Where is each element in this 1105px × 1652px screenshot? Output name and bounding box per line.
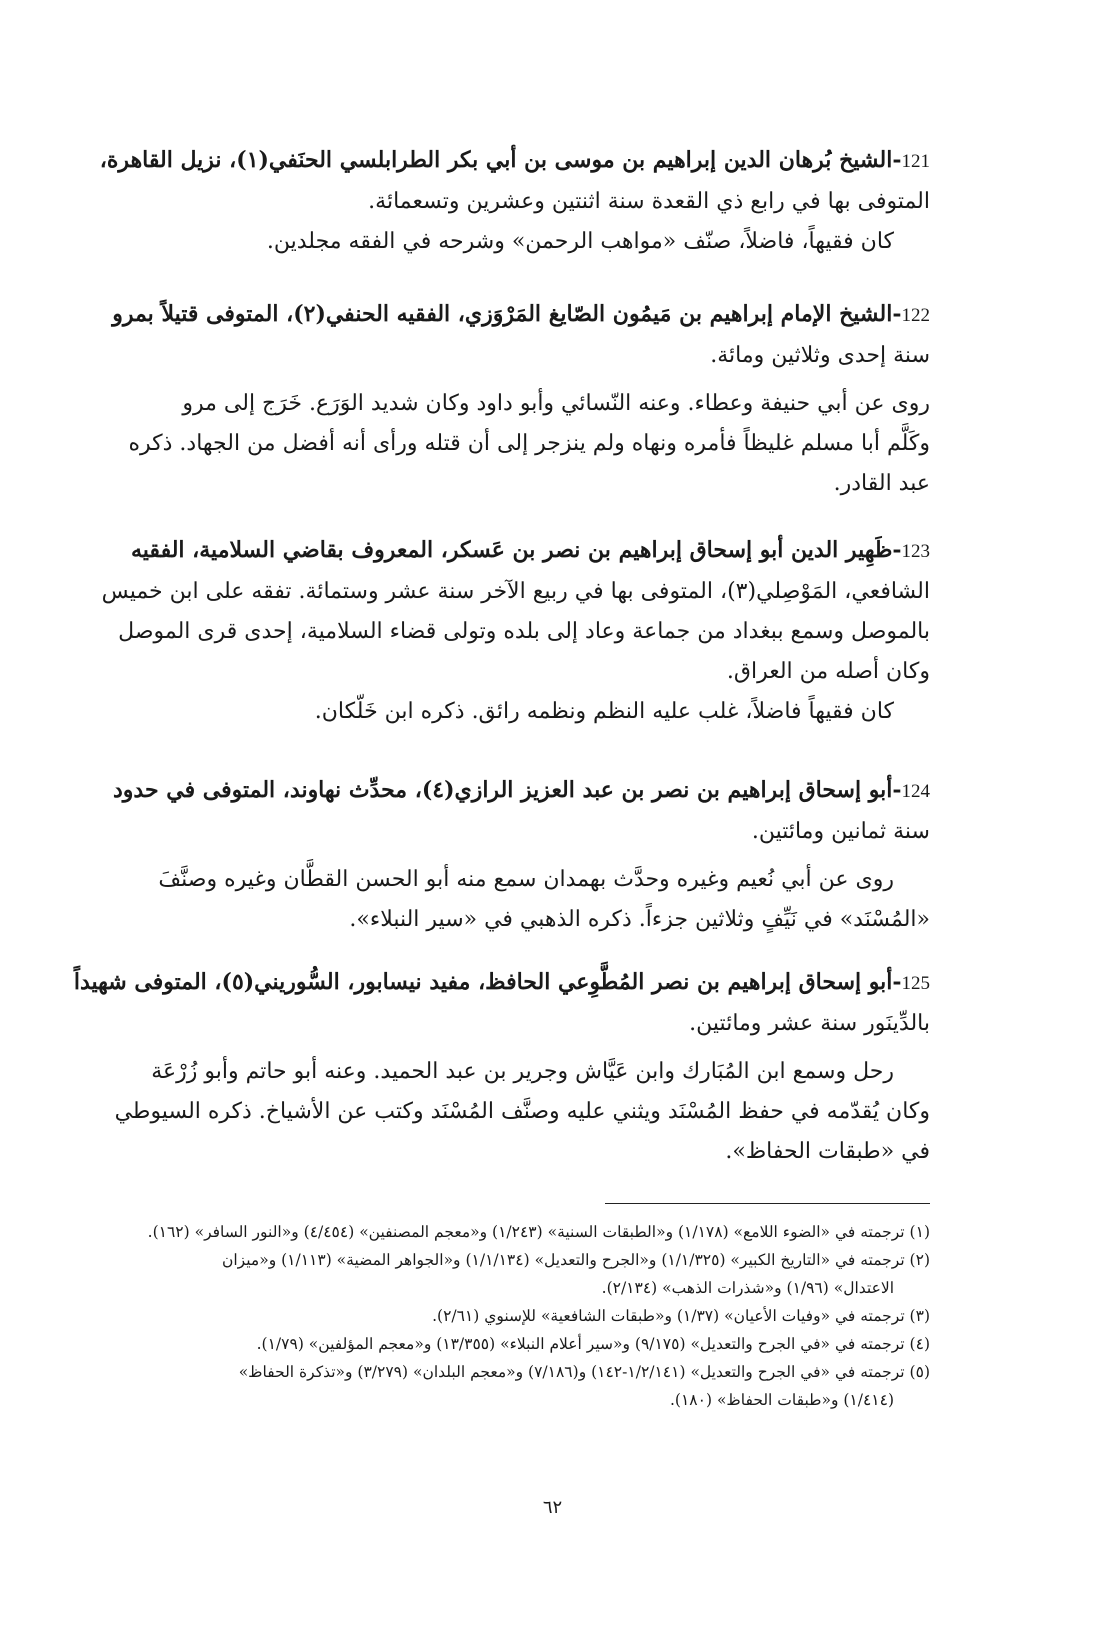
footnote-4: (٤) ترجمته في «في الجرح والتعديل» (٩/١٧٥) و«سير أعلام النبلاء» (١٣/٣٥٥) و«معجم المؤلفين» (١/٧٩). xyxy=(256,1335,930,1353)
page-number: ٦٢ xyxy=(542,1497,563,1518)
footnote-2-continued: الاعتدال» (١/٩٦) و«شذرات الذهب» (٢/١٣٤). xyxy=(601,1279,894,1297)
entry-line: روى عن أبي حنيفة وعطاء. وعنه النّسائي وأبو داود وكان شديد الوَرَع. خَرَج إلى مرو xyxy=(182,391,930,416)
entry-123 xyxy=(100,530,930,732)
footnote-1: (١) ترجمته في «الضوء اللامع» (١/١٧٨) و«الطبقات السنية» (١/٢٤٣) و«معجم المصنفين» (٤/٤٥٤) و«النور السافر» (١٦٢). xyxy=(147,1223,930,1241)
entry-line: روى عن أبي نُعيم وغيره وحدَّث بهمدان سمع منه أبو الحسن القطَّان وغيره وصنَّفَ xyxy=(158,867,894,892)
entry-line: وكَلَّم أبا مسلم غليظاً فأمره ونهاه ولم ينزجر إلى أن قتله ورأى أنه أفضل من الجهاد. ذكره xyxy=(128,431,930,456)
entry-line: عبد القادر. xyxy=(833,471,930,496)
entry-line: الشافعي، المَوْصِلي(٣)، المتوفى بها في ربيع الآخر سنة عشر وستمائة. تفقه على ابن خميس xyxy=(101,579,930,604)
entry-number: 123 xyxy=(901,541,930,562)
entry-line: بالموصل وسمع ببغداد من جماعة وعاد إلى بلده وتولى قضاء السلامية، إحدى قرى الموصل xyxy=(118,619,930,644)
entry-heading-line: 125-أبو إسحاق إبراهيم بن نصر المُطَّوِعي الحافظ، مفيد نيسابور، السُّوريني(٥)، المتوفى شهيداً xyxy=(73,969,930,995)
entry-heading-line: 124-أبو إسحاق إبراهيم بن نصر بن عبد العزيز الرازي(٤)، محدِّث نهاوند، المتوفى في حدود xyxy=(113,777,930,803)
entry-heading-line: 123-ظَهِير الدين أبو إسحاق إبراهيم بن نصر بن عَسكر، المعروف بقاضي السلامية، الفقيه xyxy=(131,537,930,563)
footnotes xyxy=(100,1218,930,1414)
entry-line: بالدِّينَور سنة عشر ومائتين. xyxy=(689,1011,930,1036)
entry-line: «المُسْنَد» في نَيِّفٍ وثلاثين جزءاً. ذكره الذهبي في «سير النبلاء». xyxy=(349,907,930,932)
entry-125 xyxy=(73,962,930,1172)
footnote-2: (٢) ترجمته في «التاريخ الكبير» (١/١/٣٢٥) و«الجرح والتعديل» (١/١/١٣٤) و«الجواهر المضية» (١/١١٣) و«ميزان xyxy=(221,1251,930,1269)
footnote-5-continued: (١/٤١٤) و«طبقات الحفاظ» (١٨٠). xyxy=(670,1391,894,1409)
entry-line: كان فقيهاً، فاضلاً، صنّف «مواهب الرحمن» وشرحه في الفقه مجلدين. xyxy=(266,229,894,254)
entry-number: 125 xyxy=(901,973,930,994)
entry-number: 121 xyxy=(901,151,930,172)
entry-number: 124 xyxy=(901,781,930,802)
footnote-3: (٣) ترجمته في «وفيات الأعيان» (١/٣٧) و«طبقات الشافعية» للإسنوي (٢/٦١). xyxy=(432,1307,930,1325)
footnote-separator xyxy=(605,1203,930,1204)
entry-line: في «طبقات الحفاظ». xyxy=(725,1139,930,1164)
footnote-5: (٥) ترجمته في «في الجرح والتعديل» (١/٢/١٤١-١٤٢) و(٧/١٨٦) و«معجم البلدان» (٣/٢٧٩) و«تذكرة الحفاظ» xyxy=(238,1363,930,1381)
entry-122 xyxy=(100,294,930,504)
entry-121 xyxy=(100,140,930,262)
entry-line: كان فقيهاً فاضلاً، غلب عليه النظم ونظمه رائق. ذكره ابن خَلّكان. xyxy=(314,699,894,724)
entry-line: سنة ثمانين ومائتين. xyxy=(751,819,930,844)
entry-line: المتوفى بها في رابع ذي القعدة سنة اثنتين وعشرين وتسعمائة. xyxy=(368,189,930,214)
entry-heading-line: 121-الشيخ بُرهان الدين إبراهيم بن موسى بن أبي بكر الطرابلسي الحنَفي(١)، نزيل القاهرة، xyxy=(99,147,930,173)
entry-line: وكان أصله من العراق. xyxy=(726,659,930,684)
entry-124 xyxy=(100,770,930,940)
entry-line: رحل وسمع ابن المُبَارك وابن عَيَّاش وجرير بن عبد الحميد. وعنه أبو حاتم وأبو زُرْعَة xyxy=(151,1059,894,1084)
entry-heading-line: 122-الشيخ الإمام إبراهيم بن مَيمُون الصّايغ المَرْوَزي، الفقيه الحنفي(٢)، المتوفى قتيلاً بمرو xyxy=(112,301,930,327)
entry-line: وكان يُقدّمه في حفظ المُسْنَد ويثني عليه وصنَّف المُسْنَد وكتب عن الأشياخ. ذكره السيوطي xyxy=(114,1099,930,1124)
entry-line: سنة إحدى وثلاثين ومائة. xyxy=(710,343,930,368)
entry-number: 122 xyxy=(901,305,930,326)
